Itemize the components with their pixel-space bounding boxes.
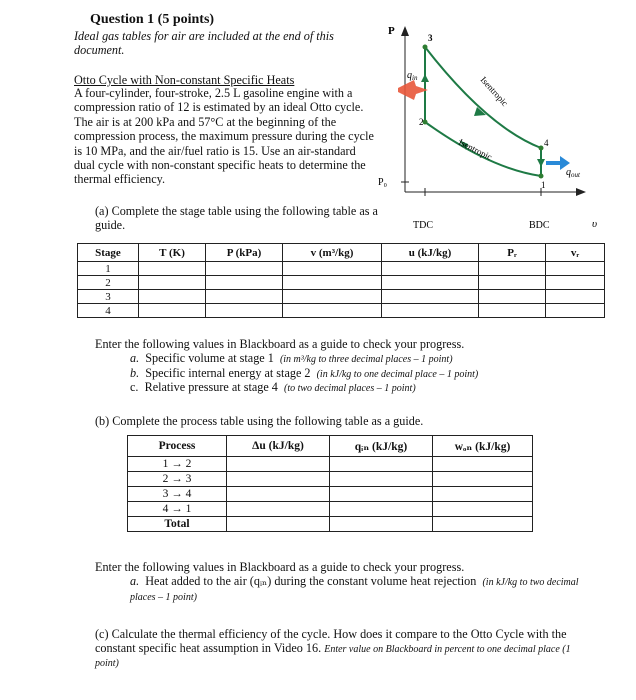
- table-cell[interactable]: [382, 290, 479, 304]
- item-note: (in m³/kg to three decimal places – 1 point): [279, 354, 453, 365]
- table-cell[interactable]: [139, 262, 206, 276]
- part-c-note: Enter value on Blackboard in percent to one decimal place (1 point): [95, 643, 571, 669]
- table-row: [78, 276, 605, 290]
- process-col-header: Process: [128, 436, 227, 457]
- table-row: [78, 304, 605, 318]
- isentropic-upper-label: Isentropic: [478, 74, 511, 109]
- table-row: [128, 502, 533, 517]
- relative-pressure-col-header: Pᵣ: [479, 244, 546, 262]
- table-cell[interactable]: [227, 487, 330, 502]
- total-cell: Total: [128, 517, 227, 532]
- w-on-col-header: wₒₙ (kJ/kg): [433, 436, 533, 457]
- table-row: [78, 290, 605, 304]
- table-cell[interactable]: [227, 502, 330, 517]
- table-row: [128, 517, 533, 532]
- arrow-4-1-icon: [537, 159, 545, 167]
- p-axis-arrow: [401, 26, 409, 36]
- part-b-instruction: (b) Complete the process table using the following table as a guide.: [95, 414, 424, 428]
- table-cell[interactable]: [546, 276, 605, 290]
- isentropic-lower-label: Isentropic: [457, 136, 494, 163]
- volume-col-header: v (m³/kg): [283, 244, 382, 262]
- table-cell[interactable]: [139, 276, 206, 290]
- table-cell[interactable]: [433, 502, 533, 517]
- table-cell[interactable]: [139, 290, 206, 304]
- relative-volume-col-header: vᵣ: [546, 244, 605, 262]
- state-point-1: [539, 174, 544, 179]
- temperature-col-header: T (K): [139, 244, 206, 262]
- table-cell[interactable]: [227, 517, 330, 532]
- item-text: Heat added to the air (qᵢₙ) during the constant volume heat rejection: [145, 574, 477, 588]
- table-cell[interactable]: [283, 262, 382, 276]
- table-cell[interactable]: [283, 304, 382, 318]
- state-label-3: 3: [428, 33, 433, 43]
- process-cell: 4 → 1: [128, 502, 227, 517]
- table-cell[interactable]: [330, 487, 433, 502]
- problem-body: A four-cylinder, four-stroke, 2.5 L gasoline engine with a compression ratio of 12 is estimated by an ideal Otto cycle. The air is at 200 kPa and 57°C at the beginning of the compression process, the maximum pressure during the cycle is 10 MPa, and the air/fuel ratio is 15. Use an air-standard dual cycle with non-constant specific heats to determine the thermal efficiency.: [74, 86, 374, 187]
- stage-cell: 4: [78, 304, 139, 318]
- table-cell[interactable]: [283, 290, 382, 304]
- table-cell[interactable]: [479, 304, 546, 318]
- table-cell[interactable]: [283, 276, 382, 290]
- delta-u-col-header: Δu (kJ/kg): [227, 436, 330, 457]
- table-cell[interactable]: [433, 517, 533, 532]
- table-row: [128, 457, 533, 472]
- item-marker: a.: [130, 351, 140, 365]
- stage-cell: 2: [78, 276, 139, 290]
- question-title: Question 1 (5 points): [90, 12, 215, 27]
- heat-in-arrow-icon: [398, 80, 428, 100]
- part-a-blackboard-intro: Enter the following values in Blackboard as a guide to check your progress.: [95, 337, 465, 351]
- table-cell[interactable]: [206, 276, 283, 290]
- process-cell: 2 → 3: [128, 472, 227, 487]
- item-marker: c.: [130, 380, 139, 394]
- q-in-label: $q_{in}$: [407, 70, 418, 82]
- table-cell[interactable]: [206, 262, 283, 276]
- part-c: [95, 628, 595, 671]
- table-cell[interactable]: [479, 262, 546, 276]
- table-cell[interactable]: [227, 457, 330, 472]
- table-cell[interactable]: [433, 487, 533, 502]
- item-marker: a.: [130, 574, 140, 588]
- table-cell[interactable]: [206, 304, 283, 318]
- table-cell[interactable]: [382, 262, 479, 276]
- item-text: Specific internal energy at stage 2: [145, 365, 311, 380]
- bdc-label: BDC: [529, 220, 550, 231]
- pressure-col-header: P (kPa): [206, 244, 283, 262]
- table-cell[interactable]: [206, 290, 283, 304]
- item-text: Specific volume at stage 1: [145, 351, 274, 365]
- stage-table: [77, 243, 605, 318]
- q-in-col-header: qᵢₙ (kJ/kg): [330, 436, 433, 457]
- part-c-text: (c) Calculate the thermal efficiency of the cycle. How does it compare to the Otto Cycle with the constant specific heat assumption in Video 16.: [95, 627, 567, 655]
- v-axis-arrow: [576, 188, 586, 196]
- table-cell[interactable]: [382, 276, 479, 290]
- stage-col-header: Stage: [78, 244, 139, 262]
- q-out-label: $q_{out}$: [566, 167, 580, 179]
- table-cell[interactable]: [479, 276, 546, 290]
- state-label-4: 4: [544, 138, 549, 148]
- table-row: [78, 262, 605, 276]
- table-cell[interactable]: [227, 472, 330, 487]
- state-label-1: 1: [541, 180, 546, 190]
- question-subtitle: Ideal gas tables for air are included at the end of this document.: [74, 29, 334, 57]
- table-cell[interactable]: [330, 472, 433, 487]
- tdc-label: TDC: [413, 220, 433, 231]
- table-row: [128, 487, 533, 502]
- item-note: (in kJ/kg to one decimal place – 1 point): [316, 368, 479, 380]
- table-cell[interactable]: [330, 502, 433, 517]
- state-point-3: [423, 45, 428, 50]
- part-b-item: [130, 575, 600, 604]
- list-item: [130, 381, 610, 396]
- process-cell: 3 → 4: [128, 487, 227, 502]
- table-cell[interactable]: [546, 262, 605, 276]
- process-table-header-row: [128, 436, 533, 457]
- list-item: [130, 352, 610, 367]
- pv-diagram: [370, 22, 606, 232]
- table-cell[interactable]: [330, 457, 433, 472]
- table-cell[interactable]: [330, 517, 433, 532]
- p-axis-label: P: [388, 25, 395, 37]
- table-cell[interactable]: [546, 290, 605, 304]
- table-row: [128, 472, 533, 487]
- stage-table-header-row: [78, 244, 605, 262]
- table-cell[interactable]: [546, 304, 605, 318]
- v-axis-label: υ: [592, 218, 598, 230]
- process-table: [127, 435, 533, 532]
- part-a-items: [130, 352, 610, 396]
- item-text: Relative pressure at stage 4: [144, 380, 278, 394]
- part-a-instruction: (a) Complete the stage table using the following table as a guide.: [95, 204, 378, 232]
- item-note: (in kJ/kg to two decimal places – 1 point): [130, 577, 579, 603]
- stage-cell: 3: [78, 290, 139, 304]
- list-item: [130, 367, 610, 382]
- item-note: (to two decimal places – 1 point): [284, 383, 416, 394]
- state-point-4: [539, 146, 544, 151]
- table-cell[interactable]: [433, 472, 533, 487]
- problem-heading: Otto Cycle with Non-constant Specific Heats: [74, 73, 295, 87]
- process-cell: 1 → 2: [128, 457, 227, 472]
- table-cell[interactable]: [382, 304, 479, 318]
- stage-cell: 1: [78, 262, 139, 276]
- p0-label: P₀: [378, 177, 388, 188]
- arrow-2-3-icon: [421, 74, 429, 82]
- table-cell[interactable]: [139, 304, 206, 318]
- item-marker: b.: [130, 365, 140, 380]
- state-label-2: 2: [419, 117, 424, 127]
- table-cell[interactable]: [479, 290, 546, 304]
- table-cell[interactable]: [433, 457, 533, 472]
- energy-col-header: u (kJ/kg): [382, 244, 479, 262]
- part-b-blackboard-intro: Enter the following values in Blackboard as a guide to check your progress.: [95, 560, 465, 574]
